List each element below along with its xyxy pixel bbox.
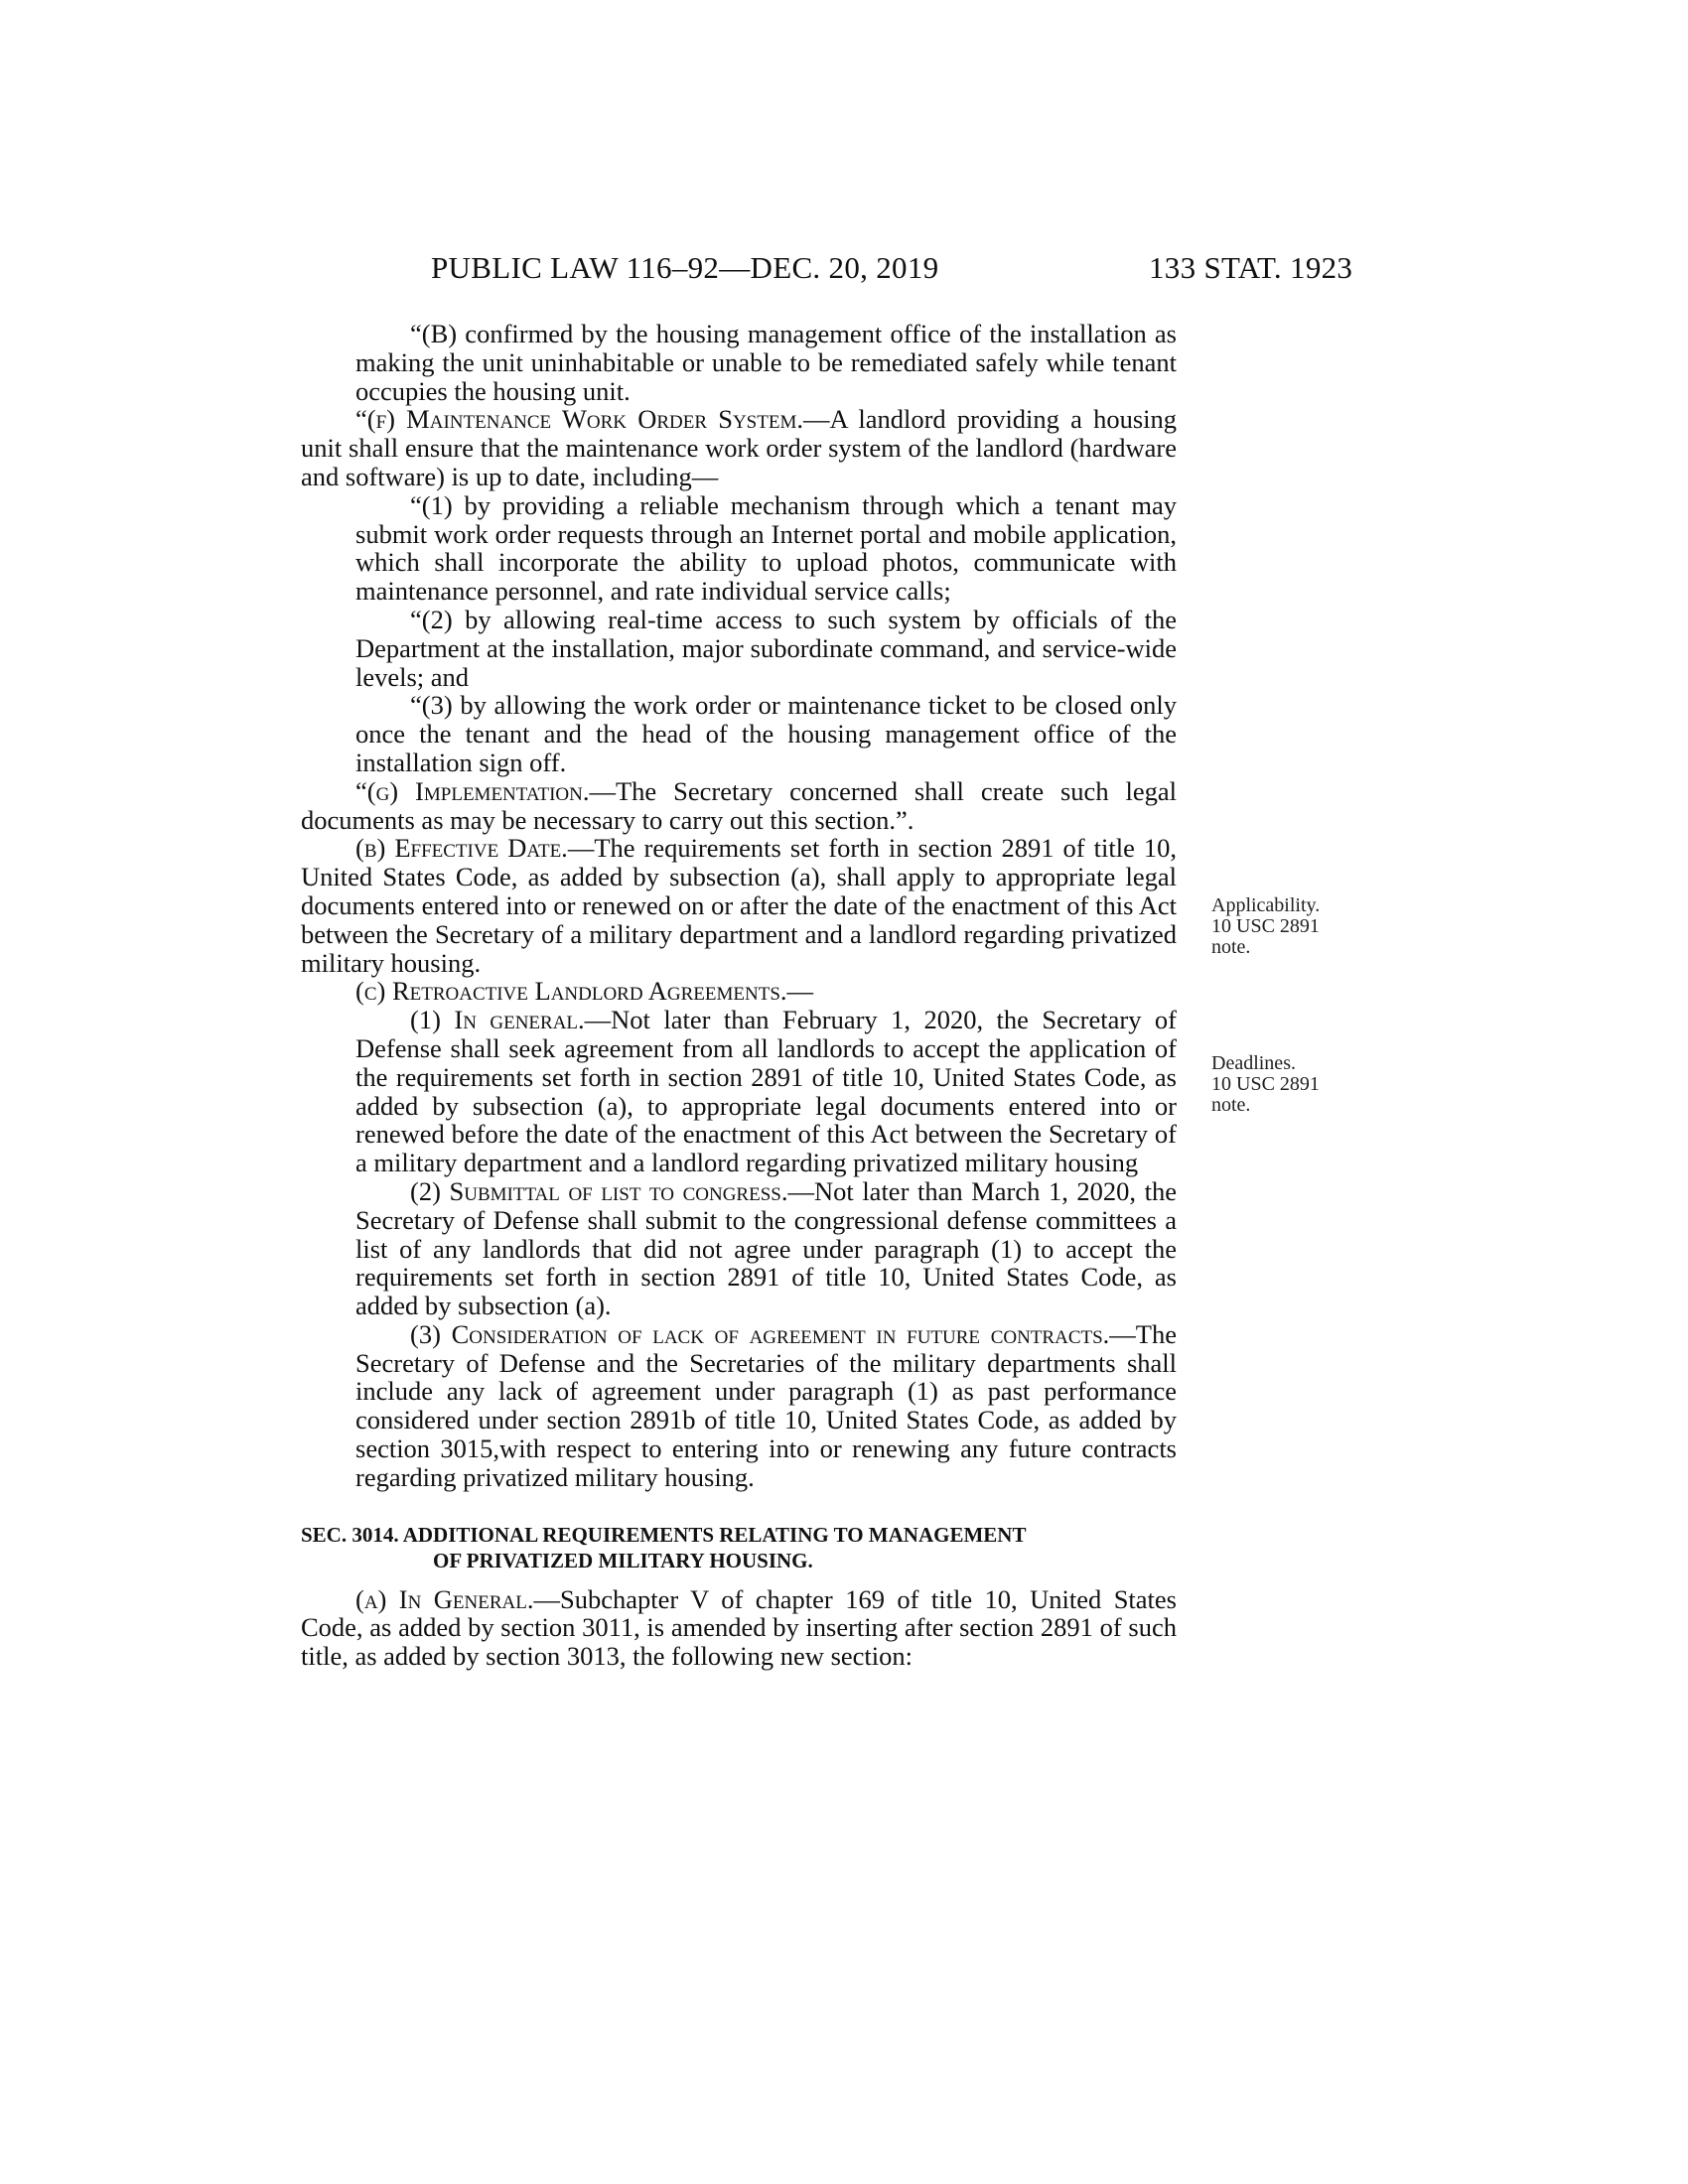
margin-note-line: note. [1211, 1094, 1251, 1116]
margin-note-applicability [1211, 895, 1320, 958]
paragraph-c-2-text: —Not later than March 1, 2020, the Secretary of Defense shall submit to the congressional defense committees a list of any landlords that did not agree under paragraph (1) to accept the requirements set forth in section 2891 of title 10, United States Code, as added by subsection (a). [355, 1175, 1178, 1321]
paragraph-c-1-text: —Not later than February 1, 2020, the Secretary of Defense shall seek agreement from all landlords to accept the application of the requirements set forth in section 2891 of title 10, United States Code, as added by subsection (a), to appropriate legal documents entered into or renewed before the date of the enactment of this Act between the Secretary of a military department and a landlord regarding privatized military housing [355, 1005, 1177, 1178]
paragraph-f-2: “(2) by allowing real-time access to such system by officials of the Department at the installation, major subordinate command, and service-wide levels; and [355, 604, 1177, 692]
margin-note-deadlines [1211, 1053, 1320, 1116]
paragraph-c-3 [355, 1320, 1177, 1492]
section-heading-line-1: SEC. 3014. ADDITIONAL REQUIREMENTS RELATING TO MANAGEMENT [301, 1522, 1027, 1547]
section-heading-3014 [301, 1522, 1177, 1573]
paragraph-f-maintenance [301, 405, 1177, 490]
paragraph-3014-a [301, 1585, 1177, 1671]
margin-note-line: Applicability. [1211, 894, 1321, 916]
paragraph-3014-a-text: —Subchapter V of chapter 169 of title 10, United States Code, as added by section 3011, is amended by inserting after section 2891 of such title, as added by section 3013, the following new section: [301, 1583, 1177, 1672]
paragraph-f-3: “(3) by allowing the work order or maintenance ticket to be closed only once the tenant and the head of the housing management office of the installation sign off. [355, 690, 1177, 777]
running-head-title: PUBLIC LAW 116–92—DEC. 20, 2019 [431, 250, 939, 285]
paragraph-c-3-text: —The Secretary of Defense and the Secretaries of the military departments shall include any lack of agreement under paragraph (1) as past performance considered under section 2891b of title 10, United States Code, as added by section 3015,with respect to entering into or renewing any future contracts regarding privatized military housing. [355, 1318, 1177, 1492]
page-header [0, 250, 1688, 290]
paragraph-c-retroactive [301, 977, 1177, 1006]
paragraph-b-confirmed: “(B) confirmed by the housing management office of the installation as making the unit uninhabitable or unable to be remediated safely while tenant occupies the housing unit. [355, 319, 1177, 406]
heading-in-general-3014: (a) In General. [355, 1583, 534, 1614]
heading-submittal-of-list: (2) Submittal of list to congress. [410, 1175, 788, 1206]
paragraph-c-2 [355, 1177, 1177, 1320]
heading-retroactive-landlord-agreements: (c) Retroactive Landlord Agreements. [355, 976, 787, 1007]
paragraph-b-effective-date [301, 834, 1177, 977]
heading-in-general: (1) In general. [410, 1005, 585, 1035]
paragraph-f-text: —A landlord providing a housing unit shall ensure that the maintenance work order system of the landlord (hardware and software) is up to date, including— [301, 404, 1177, 491]
page-number: 133 STAT. 1923 [1149, 250, 1353, 285]
margin-note-line: Deadlines. [1211, 1052, 1296, 1074]
heading-implementation: “(g) Implementation. [355, 775, 590, 806]
margin-note-line: note. [1211, 936, 1251, 958]
paragraph-b-text: —The requirements set forth in section 2891 of title 10, United States Code, as added by subsection (a), shall apply to appropriate legal documents entered into or renewed on or after the date of the enactment of this Act between the Secretary of a military department and a landlord regarding privatized military housing. [301, 833, 1177, 978]
heading-maintenance-work-order-system: “(f) Maintenance Work Order System. [355, 404, 803, 435]
paragraph-g-implementation [301, 777, 1177, 835]
section-heading-line-2: OF PRIVATIZED MILITARY HOUSING. [433, 1548, 813, 1572]
paragraph-c-1 [355, 1006, 1177, 1177]
margin-note-line: 10 USC 2891 [1211, 915, 1320, 937]
heading-effective-date: (b) Effective Date. [355, 833, 568, 864]
paragraph-f-1: “(1) by providing a reliable mechanism through which a tenant may submit work order requests through an Internet portal and mobile application, which shall incorporate the ability to upload photos, communicate with maintenance personnel, and rate individual service calls; [355, 489, 1177, 607]
heading-consideration-of-lack: (3) Consideration of lack of agreement in future contracts. [410, 1318, 1110, 1349]
paragraph-g-text: —The Secretary concerned shall create such legal documents as may be necessary to carry out this section.”. [301, 775, 1177, 835]
margin-note-line: 10 USC 2891 [1211, 1073, 1320, 1095]
paragraph-c-dash: — [786, 976, 814, 1007]
body-text [301, 320, 1177, 1671]
